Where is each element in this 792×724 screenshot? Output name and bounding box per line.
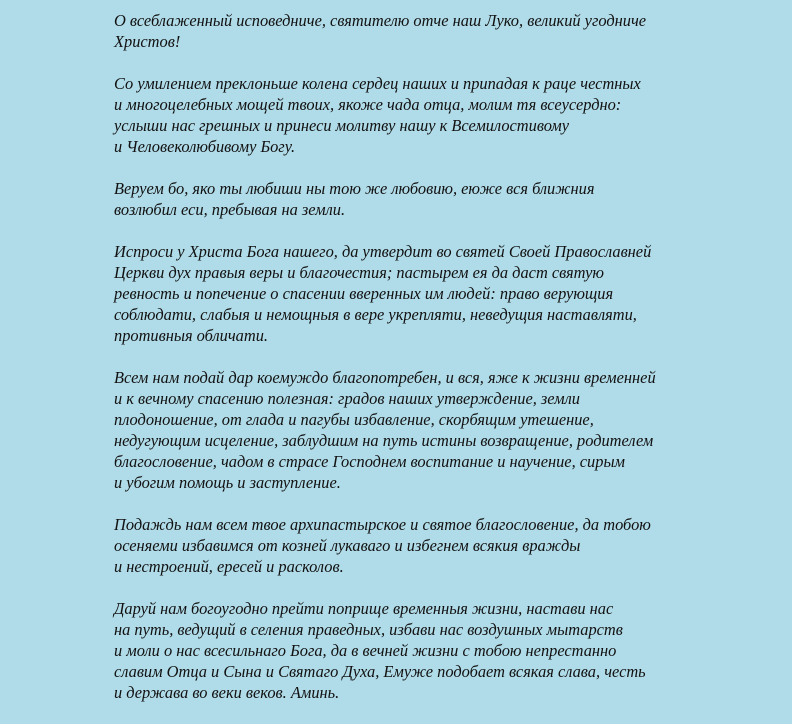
paragraph-invocation xyxy=(114,10,784,52)
paragraph-church xyxy=(114,241,784,346)
text-line: Всем нам подай дар коемуждо благопотребен, и вся, яже к жизни временней xyxy=(114,368,656,387)
text-line: и держава во веки веков. Аминь. xyxy=(114,683,340,702)
paragraph-faith xyxy=(114,178,784,220)
text-line: ревность и попечение о спасении вверенных им людей: право верующия xyxy=(114,284,614,303)
text-line: Подаждь нам всем твое архипастырское и святое благословение, да тобою xyxy=(114,515,651,534)
prayer-text xyxy=(114,10,784,724)
text-line: осеняеми избавимся от козней лукаваго и избегнем всякия вражды xyxy=(114,536,581,555)
text-line: и нестроений, ересей и расколов. xyxy=(114,557,344,576)
text-line: на путь, ведущий в селения праведных, избави нас воздушных мытарств xyxy=(114,620,623,639)
text-line: Даруй нам богоугодно прейти поприще временныя жизни, настави нас xyxy=(114,599,614,618)
text-line: Со умилением преклоньше колена сердец наших и припадая к раце честных xyxy=(114,74,641,93)
text-line: недугующим исцеление, заблудшим на путь истины возвращение, родителем xyxy=(114,431,654,450)
text-line: и убогим помощь и заступление. xyxy=(114,473,341,492)
text-line: Испроси у Христа Бога нашего, да утвердит во святей Своей Православней xyxy=(114,242,652,261)
paragraph-blessing xyxy=(114,514,784,577)
paragraph-gifts xyxy=(114,367,784,493)
text-line: Церкви дух правыя веры и благочестия; пастырем ея да даст святую xyxy=(114,263,604,282)
text-line: плодоношение, от глада и пагубы избавление, скорбящим утешение, xyxy=(114,410,594,429)
text-line: услыши нас грешных и принеси молитву нашу к Всемилостивому xyxy=(114,116,570,135)
text-line: О всеблаженный исповедниче, святителю отче наш Луко, великий угодниче xyxy=(114,11,647,30)
text-line: Христов! xyxy=(114,32,181,51)
text-line: славим Отца и Сына и Святаго Духа, Емуже подобает всякая слава, честь xyxy=(114,662,646,681)
text-line: и к вечному спасению полезная: градов наших утверждение, земли xyxy=(114,389,580,408)
text-line: и моли о нас всесильнаго Бога, да в вечней жизни с тобою непрестанно xyxy=(114,641,617,660)
text-line: возлюбил еси, пребывая на земли. xyxy=(114,200,346,219)
text-line: Веруем бо, яко ты любиши ны тою же любовию, еюже вся ближния xyxy=(114,179,595,198)
paragraph-conclusion xyxy=(114,598,784,703)
text-line: и многоцелебных мощей твоих, якоже чада отца, молим тя всеусердно: xyxy=(114,95,622,114)
text-line: и Человеколюбивому Богу. xyxy=(114,137,296,156)
paragraph-supplication xyxy=(114,73,784,157)
text-line: соблюдати, слабыя и немощныя в вере укрепляти, неведущия наставляти, xyxy=(114,305,637,324)
text-line: благословение, чадом в страсе Господнем воспитание и научение, сирым xyxy=(114,452,626,471)
text-line: противныя обличати. xyxy=(114,326,268,345)
